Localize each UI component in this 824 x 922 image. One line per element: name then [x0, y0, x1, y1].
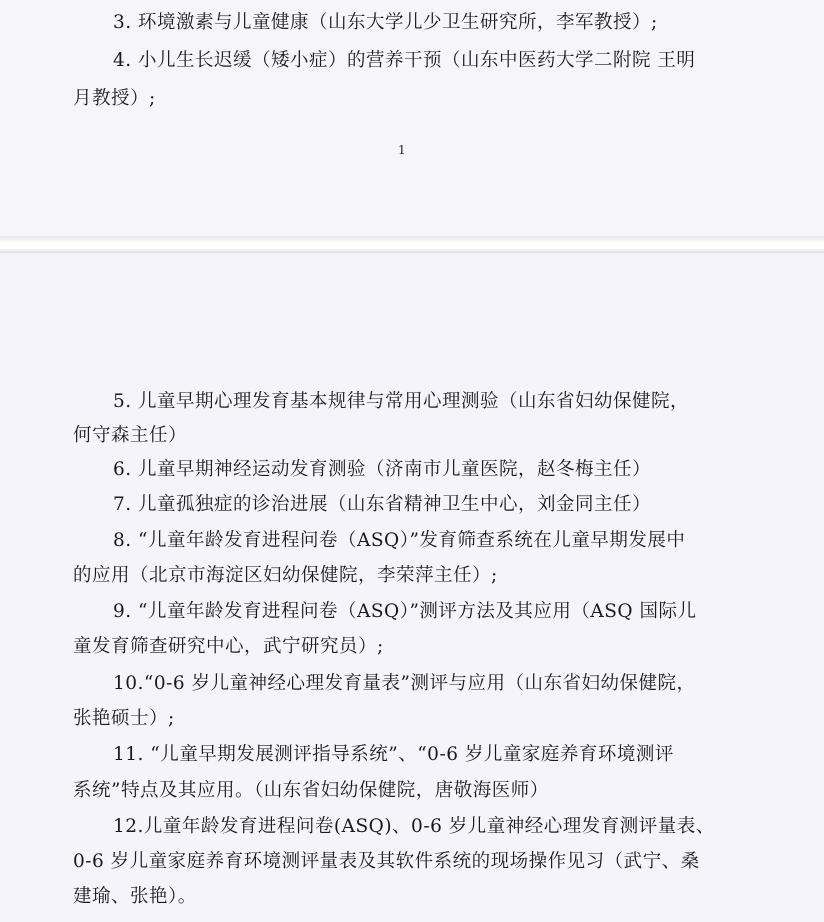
item-12-line-3: 建瑜、张艳）。	[73, 886, 197, 907]
item-5-line-1: 5. 儿童早期心理发育基本规律与常用心理测验（山东省妇幼保健院，	[113, 391, 690, 412]
item-11-line-2: 系统”特点及其应用。（山东省妇幼保健院，唐敬海医师）	[73, 780, 549, 801]
item-8-line-1: 8. “儿童年龄发育进程问卷（ASQ）”发育筛查系统在儿童早期发展中	[113, 530, 686, 551]
item-12-line-1: 12.儿童年龄发育进程问卷(ASQ)、0-6 岁儿童神经心理发育测评量表、	[113, 816, 715, 837]
page-separator	[0, 236, 824, 253]
item-3: 3. 环境激素与儿童健康（山东大学儿少卫生研究所，李军教授）;	[113, 12, 658, 33]
item-6: 6. 儿童早期神经运动发育测验（济南市儿童医院，赵冬梅主任）	[113, 459, 652, 480]
item-8-line-2: 的应用（北京市海淀区妇幼保健院，李荣萍主任）;	[73, 565, 498, 586]
page-number: 1	[398, 143, 406, 157]
item-10-line-2: 张艳硕士）;	[73, 708, 175, 729]
item-4-line-2: 月教授）;	[73, 88, 156, 109]
item-4-line-1: 4. 小儿生长迟缓（矮小症）的营养干预（山东中医药大学二附院 王明	[113, 50, 696, 71]
cropped-previous-line	[70, 0, 370, 6]
document-page-2	[0, 253, 824, 922]
item-7: 7. 儿童孤独症的诊治进展（山东省精神卫生中心，刘金同主任）	[113, 494, 652, 515]
item-9-line-1: 9. “儿童年龄发育进程问卷（ASQ）”测评方法及其应用（ASQ 国际儿	[113, 601, 697, 622]
item-5-line-2: 何守森主任）	[73, 425, 188, 446]
item-9-line-2: 童发育筛查研究中心，武宁研究员）;	[73, 636, 384, 657]
item-11-line-1: 11. “儿童早期发展测评指导系统”、“0-6 岁儿童家庭养育环境测评	[113, 744, 674, 765]
document-page-1	[0, 0, 824, 236]
item-12-line-2: 0-6 岁儿童家庭养育环境测评量表及其软件系统的现场操作见习（武宁、桑	[73, 851, 700, 872]
item-10-line-1: 10.“0-6 岁儿童神经心理发育量表”测评与应用（山东省妇幼保健院，	[113, 673, 696, 694]
